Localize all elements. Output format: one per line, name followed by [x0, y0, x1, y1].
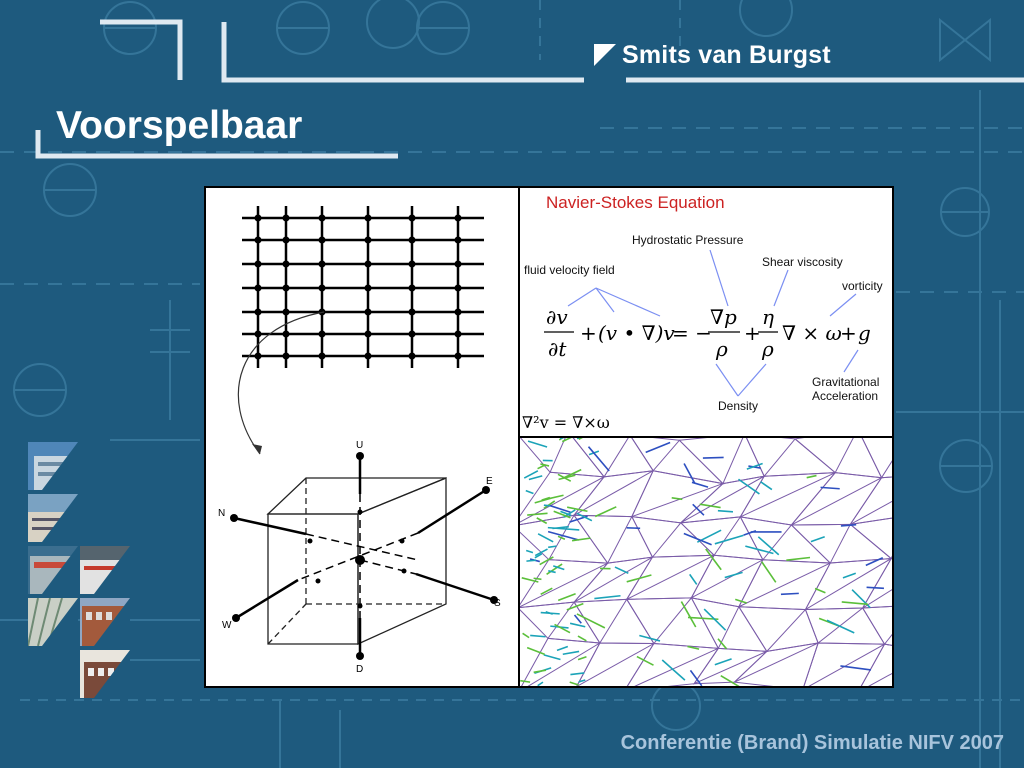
axis-label-east: E	[486, 476, 493, 487]
label-fluid-velocity: fluid velocity field	[524, 263, 615, 277]
eq-gravity: g	[858, 321, 871, 345]
building-photo-6	[80, 598, 130, 646]
building-photo-1	[28, 442, 78, 490]
laplace-equation: ∇²v = ∇×ω	[522, 413, 610, 432]
label-vorticity: vorticity	[842, 279, 883, 293]
axis-label-south: S	[494, 598, 501, 609]
eq-plus-2: +	[744, 321, 761, 345]
navier-stokes-diagram	[520, 188, 892, 436]
building-photo-2	[28, 494, 78, 542]
building-photo-3	[28, 546, 78, 594]
eq-plus-1: +	[580, 321, 597, 345]
building-photo-7	[80, 650, 130, 698]
equation-title: Navier-Stokes Equation	[546, 193, 725, 212]
eq-convective: (v • ∇)v	[598, 321, 675, 345]
navier-stokes-equation	[544, 305, 871, 361]
axis-label-west: W	[222, 620, 232, 631]
slide-title: Voorspelbaar	[56, 104, 303, 147]
eq-equals-minus: = −	[672, 321, 712, 345]
brand-logo	[592, 38, 831, 72]
triangular-mesh	[520, 438, 892, 686]
photo-thumbnails	[28, 442, 138, 702]
flow-vector-mesh	[520, 438, 892, 686]
navier-stokes-panel	[520, 188, 892, 438]
building-photo-4	[80, 546, 130, 594]
eq-plus-3: +	[840, 321, 857, 345]
eq-lhs-numerator: ∂v	[546, 305, 568, 329]
eq-grad-p: ∇p	[710, 305, 737, 329]
footer-conference: Conferentie (Brand) Simulatie NIFV 2007	[620, 732, 1004, 754]
label-acceleration: Acceleration	[812, 389, 879, 403]
label-density: Density	[718, 399, 759, 413]
brand-triangle-icon	[592, 42, 618, 68]
eq-rho-2: ρ	[762, 337, 774, 361]
grid-cell-panel	[206, 188, 520, 686]
flow-mesh-panel	[520, 438, 892, 686]
building-photo-5	[28, 598, 78, 646]
brand-name: Smits van Burgst	[622, 40, 831, 69]
eq-eta: η	[762, 305, 774, 329]
label-gravitational: Gravitational	[812, 375, 880, 389]
eq-curl: ∇ × ω	[782, 321, 842, 345]
eq-rho-1: ρ	[716, 337, 728, 361]
grid-cell-diagram	[206, 188, 518, 686]
computational-grid	[242, 206, 484, 368]
simulation-figure	[204, 186, 894, 688]
axis-label-up: U	[356, 440, 364, 451]
label-hydrostatic-pressure: Hydrostatic Pressure	[632, 233, 744, 247]
axis-lines	[234, 454, 494, 656]
axis-label-north: N	[218, 508, 226, 519]
label-shear-viscosity: Shear viscosity	[762, 255, 843, 269]
eq-lhs-denominator: ∂t	[548, 337, 567, 361]
axis-label-down: D	[356, 664, 364, 675]
